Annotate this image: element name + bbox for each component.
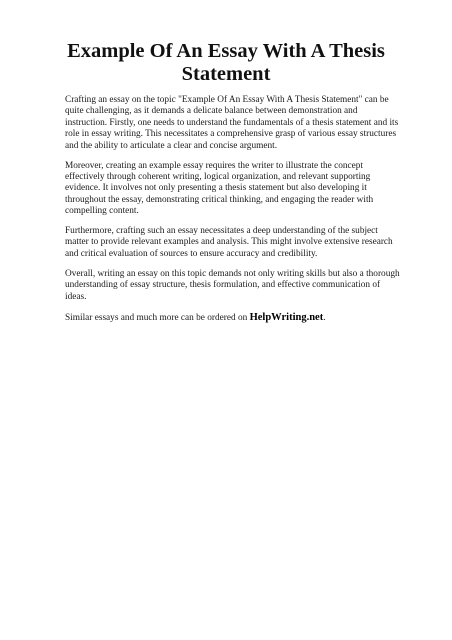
paragraph-2: Moreover, creating an example essay requires the writer to illustrate the concept effectively through coherent writing, logical organization, and relevant supporting evidence. It involves not only presenting a thesis statement but also developing it throughout the essay, demonstrating critical thinking, and engaging the reader with compelling content. [65, 160, 374, 217]
footer-prefix: Similar essays and much more can be ordered on [65, 312, 250, 323]
paragraph-3: Furthermore, crafting such an essay necessitates a deep understanding of the subject matter to provide relevant examples and analysis. This might involve extensive research and critical evaluation of sources to ensure accuracy and credibility. [65, 226, 393, 259]
footer-suffix: . [323, 312, 326, 323]
page-title: Example Of An Essay With A Thesis Statement [67, 40, 385, 85]
helpwriting-link[interactable]: HelpWriting.net [249, 311, 324, 323]
document-body [65, 95, 400, 332]
paragraph-4: Overall, writing an essay on this topic demands not only writing skills but also a thorough understanding of essay structure, thesis formulation, and effective communication of ideas. [65, 268, 400, 302]
paragraph-1: Crafting an essay on the topic "Example Of An Essay With A Thesis Statement" can be quite challenging, as it demands a delicate balance between demonstration and instruction. Firstly, one needs to understand the fundamentals of a thesis statement and its role in essay writing. This necessitates a comprehensive grasp of various essay structures and the ability to articulate a clear and concise argument. [65, 95, 399, 151]
footer-paragraph [65, 312, 400, 324]
